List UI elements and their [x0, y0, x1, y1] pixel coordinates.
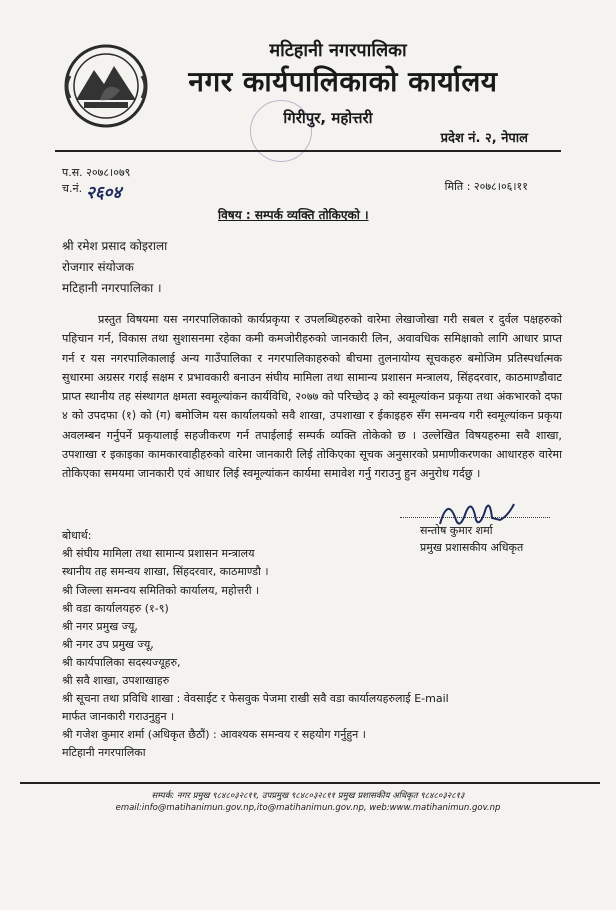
office-location: गिरीपुर, महोत्तरी: [283, 109, 373, 127]
cc-item: श्री सवै शाखा, उपशाखाहरु: [62, 674, 170, 687]
cc-item: श्री नगर उप प्रमुख ज्यू,: [62, 638, 154, 651]
cc-item: मार्फत जानकारी गराउनुहुन ।: [62, 710, 175, 723]
letter-date: मिति : २०७८।०६।११: [444, 180, 528, 193]
municipality-name: मटिहानी नगरपालिका: [269, 40, 407, 61]
cc-item: श्री गजेश कुमार शर्मा (अधिकृत छैठौं) : आवश्यक समन्वय र सहयोग गर्नुहुन ।: [62, 728, 366, 741]
cc-item: श्री सूचना तथा प्रविधि शाखा : वेवसाईट र फेसवुक पेजमा राखी सवै वडा कार्यालयहरुलाई E-mail: [62, 692, 449, 705]
recipient-office: मटिहानी नगरपालिका ।: [62, 281, 162, 295]
footer-divider: [20, 782, 600, 784]
office-stamp: [250, 100, 312, 162]
province-label: प्रदेश नं. २, नेपाल: [440, 131, 528, 146]
cc-item: स्थानीय तह समन्वय शाखा, सिंहदरवार, काठमाण्डौ ।: [62, 565, 269, 578]
letter-body: प्रस्तुत विषयमा यस नगरपालिकाको कार्यप्रकृया र उपलब्धिहरुको वारेमा लेखाजोखा गरी सबल र दुर्वल पक्षहरुको पहिचान गर्न, विकास तथा सुशासनमा रहेका कमी कमजोरीहरुको जानकारी लिन, अवावधिक समिक्षाको लागि आधार प्राप्त गर्न र यस नगरपालिकालाई अन्य गाउँपालिका र नगरपालिकाहरुको बीचमा तुलनायोग्य सूचकहरु बमोजिम प्रतिस्पर्धात्मक सुधारमा अग्रसर गराई सक्षम र प्रभावकारी बनाउन संघीय मामिला तथा सामान्य प्रशासन मन्त्रालय, सिंहदरवार, काठमाण्डौवाट प्राप्त स्थानीय तह संस्थागत क्षमता स्वमूल्यांकन कार्यविधि, २०७७ को परिच्छेद ३ को स्वमूल्यांकन प्रकृया तथा अंकभारको दफा ४ को उपदफा (१) को (ग) बमोजिम यस कार्यालयको सवै शाखा, उपशाखा र ईकाइहरु सँग समन्वय गरी स्वमूल्यांकन प्रकृया अवलम्बन गर्नुपर्ने प्रकृयालाई सहजीकरण गर्न तपाईलाई सम्पर्क व्यक्ति तोकेको छ । उल्लेखित विषयहरुमा सवै शाखा, उपशाखा र इकाइका कामकारवाहीहरुको वारेमा जानकारी लिई तोकिएका सूचक अनुसारको प्रमाणीकरणका आधारहरु वारेमा तोकिएका समयमा जानकारी एवं आधार लिई स्वमूल्यांकन कार्यमा समावेश गर्नु गराउनु हुन अनुरोध गर्दछु ।: [62, 313, 562, 481]
cc-item: मटिहानी नगरपालिका: [62, 746, 146, 759]
header-divider: [55, 150, 561, 152]
reference-ps: प.स. २०७८।०७९: [62, 166, 131, 179]
cc-item: श्री नगर प्रमुख ज्यू,: [62, 620, 138, 633]
reference-ch-label: च.नं.: [62, 182, 83, 195]
cc-label: बोधार्थ:: [62, 529, 92, 542]
signatory-title: प्रमुख प्रशासकीय अधिकृत: [420, 541, 524, 554]
signatory-name: सन्तोष कुमार शर्मा: [420, 524, 493, 537]
office-name: नगर कार्यपालिकाको कार्यालय: [188, 65, 498, 98]
footer-emails: email:info@matihanimun.gov.np,ito@matihanimun.gov.np, web:www.matihanimun.gov.np: [115, 803, 501, 813]
cc-item: श्री वडा कार्यालयहरु (१-९): [62, 602, 169, 615]
cc-item: श्री संघीय मामिला तथा सामान्य प्रशासन मन्त्रालय: [62, 547, 255, 560]
cc-item: श्री जिल्ला समन्वय समितिको कार्यालय, महोत्तरी ।: [62, 584, 260, 597]
recipient-name: श्री रमेश प्रसाद कोइराला: [62, 239, 168, 253]
recipient-title: रोजगार संयोजक: [62, 260, 134, 274]
reference-ch-number: २६०४: [86, 183, 122, 203]
signature-line: [400, 517, 550, 518]
letter-subject: विषय : सम्पर्क व्यक्ति तोकिएको ।: [218, 208, 369, 222]
footer-contact: सम्पर्क: नगर प्रमुख ९८४८०३२८११, उपप्रमुख ९८४८०३२८११ प्रमुख प्रशासकीय अधिकृत ९८४८०३२८१३: [151, 791, 465, 801]
cc-item: श्री कार्यपालिका सदस्यज्यूहरु,: [62, 656, 181, 669]
